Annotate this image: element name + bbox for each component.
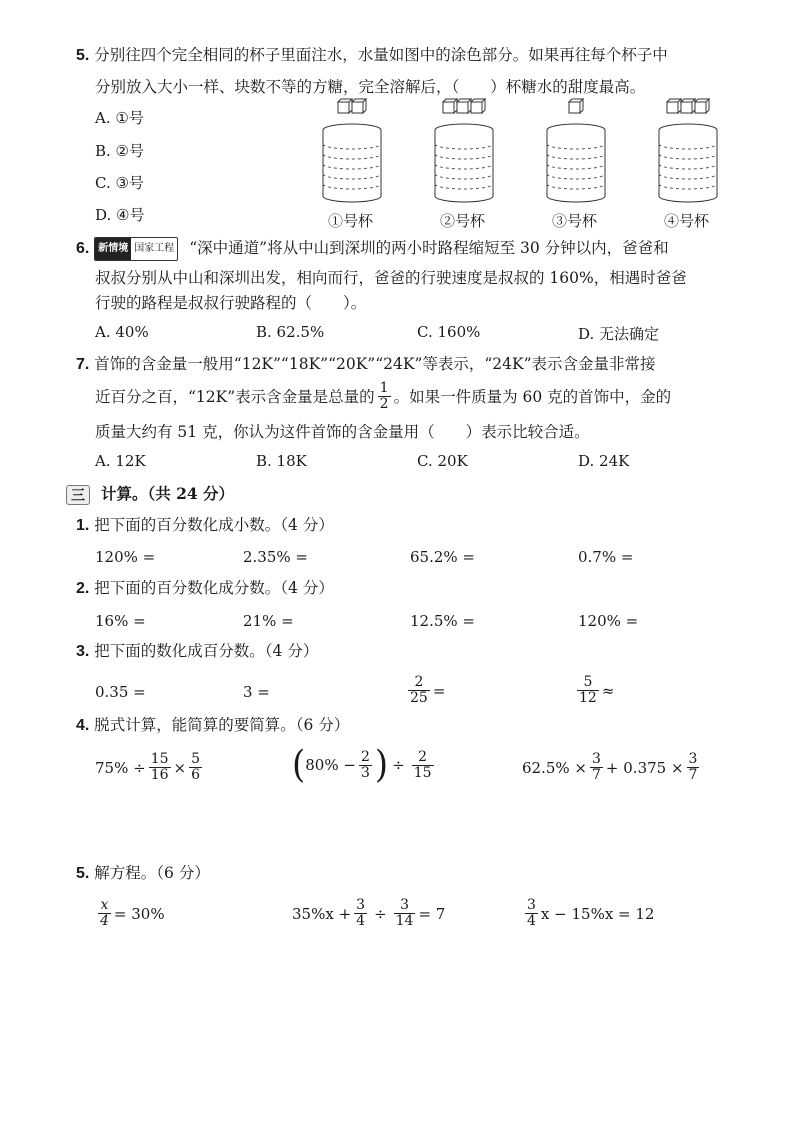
c2-item-1: 16% = (95, 612, 146, 630)
frac-denominator: 3 (360, 764, 370, 781)
c3-item-3 (405, 675, 445, 706)
c1-number: 1. (76, 517, 90, 534)
c4-e3-text-b: + 0.375 × (605, 758, 684, 777)
frac-numerator: 2 (414, 674, 424, 690)
q7-option-d[interactable]: D. 24K (578, 452, 630, 470)
fraction-one-half (378, 381, 391, 412)
frac-numerator: 15 (150, 751, 169, 767)
sugar-cubes-cup-1 (338, 99, 366, 113)
cup-2-label: ②号杯 (440, 212, 486, 230)
q7-number: 7. (76, 356, 90, 373)
frac-denominator: 25 (410, 690, 428, 706)
q7-text-line2b: 。如果一件质量为 60 克的首饰中，金的 (393, 387, 672, 406)
c2-title: 把下面的百分数化成分数。（4 分） (94, 579, 334, 597)
fraction-3-7-b (687, 752, 700, 783)
c3-number: 3. (76, 643, 90, 660)
q5-text-line1: 分别往四个完全相同的杯子里面注水，水量如图中的涂色部分。如果再往每个杯子中 (94, 46, 668, 64)
c2-number: 2. (76, 580, 90, 597)
frac-denominator: 4 (356, 913, 366, 929)
fraction-2-15 (412, 750, 434, 781)
q6-option-b[interactable]: B. 62.5% (256, 323, 325, 341)
c4-heading (76, 715, 349, 736)
c1-item-2: 2.35% = (243, 548, 308, 566)
frac-numerator: 2 (360, 748, 370, 765)
c5-e2-op: ÷ (374, 904, 387, 923)
section-3-title: 计算。（共 24 分） (100, 484, 235, 503)
c5-equation-3 (522, 898, 654, 929)
frac-denominator: 7 (688, 767, 698, 783)
cup-4-label: ④号杯 (664, 212, 710, 230)
frac-denominator: 12 (579, 690, 597, 706)
c3-item-4-approx: ≈ (601, 681, 615, 700)
frac-numerator: 5 (583, 674, 593, 690)
cup-3-label: ③号杯 (552, 212, 598, 230)
c3-item-3-eq: = (432, 681, 446, 700)
c3-title: 把下面的数化成百分数。（4 分） (94, 642, 319, 660)
frac-denominator: 15 (413, 764, 432, 781)
q7-option-c[interactable]: C. 20K (417, 452, 468, 470)
c3-item-4 (574, 675, 614, 706)
c5-number: 5. (76, 865, 90, 882)
c4-title: 脱式计算，能简算的要简算。（6 分） (94, 716, 350, 734)
frac-numerator: 2 (418, 748, 428, 765)
q6-line1 (76, 237, 669, 261)
fraction-x-4 (98, 898, 111, 929)
fraction-3-7-a (590, 752, 603, 783)
c4-e2-text: 80% − (305, 756, 356, 774)
sugar-cubes-cup-2 (443, 99, 485, 113)
new-context-badge (94, 237, 178, 261)
frac-numerator: 3 (356, 897, 366, 913)
badge-national-project: 国家工程 (134, 243, 175, 254)
q6-option-c[interactable]: C. 160% (417, 323, 481, 341)
cup-4 (659, 99, 717, 202)
c4-e3-text-a: 62.5% × (522, 758, 587, 777)
cup-1-label: ①号杯 (328, 212, 374, 230)
q6-option-a[interactable]: A. 40% (95, 323, 149, 341)
c2-item-4: 120% = (578, 612, 639, 630)
c4-expression-2 (292, 743, 437, 787)
fraction-2-3 (359, 750, 372, 781)
frac-numerator: 1 (379, 380, 389, 396)
q7-text-line3: 质量大约有 51 克，你认为这件首饰的含金量用（ ）表示比较合适。 (95, 423, 590, 441)
fraction-3-4-b (525, 898, 538, 929)
q7-line2 (95, 381, 671, 412)
frac-numerator: 3 (592, 751, 601, 767)
frac-denominator: 4 (527, 913, 536, 929)
fraction-3-14 (394, 898, 416, 929)
fraction-5-12 (577, 675, 599, 706)
q7-line1 (76, 354, 656, 375)
c5-e3-text: x − 15%x = 12 (540, 904, 655, 923)
c5-heading (76, 863, 210, 884)
frac-denominator: 7 (592, 767, 601, 783)
c3-heading (76, 641, 318, 662)
fraction-5-6 (189, 752, 202, 783)
c4-expression-3 (522, 752, 702, 783)
q5-option-d[interactable]: D. ④号 (95, 206, 145, 224)
c1-title: 把下面的百分数化成小数。（4 分） (94, 516, 334, 534)
frac-denominator: 2 (379, 396, 389, 412)
c4-e1-op: × (173, 758, 187, 777)
section-3-header (66, 484, 234, 505)
q5-text-line2: 分别放入大小一样、块数不等的方糖，完全溶解后，（ ）杯糖水的甜度最高。 (95, 78, 646, 96)
fraction-3-4 (354, 898, 367, 929)
sugar-cubes-cup-4 (667, 99, 709, 113)
c3-item-1: 0.35 = (95, 683, 146, 701)
q5-option-a[interactable]: A. ①号 (95, 109, 144, 127)
q7-text-line2a: 近百分之百，“12K”表示含金量是总量的 (95, 387, 375, 406)
cup-3 (547, 99, 605, 202)
q5-option-c[interactable]: C. ③号 (95, 174, 144, 192)
left-paren: ( (292, 743, 306, 787)
section-number-badge: 三 (66, 485, 90, 505)
c5-e2-text-a: 35%x + (292, 904, 352, 923)
cup-1 (323, 99, 381, 202)
q6-number: 6. (76, 240, 90, 257)
frac-denominator: 16 (150, 767, 169, 783)
frac-numerator: x (100, 897, 109, 913)
q7-text-line1: 首饰的含金量一般用“12K”“18K”“20K”“24K”等表示，“24K”表示含金量非常接 (94, 355, 656, 373)
c4-e2-op: ÷ (392, 756, 405, 774)
c1-heading (76, 515, 334, 536)
frac-numerator: 3 (400, 897, 410, 913)
q6-text-line2: 叔叔分别从中山和深圳出发，相向而行，爸爸的行驶速度是叔叔的 160%，相遇时爸爸 (95, 269, 687, 287)
c5-e2-text-b: = 7 (418, 904, 446, 923)
c1-item-3: 65.2% = (410, 548, 475, 566)
c3-item-2: 3 = (243, 683, 270, 701)
frac-denominator: 4 (100, 913, 109, 929)
q5-line1 (76, 45, 668, 66)
q5-number: 5. (76, 47, 90, 64)
c5-title: 解方程。（6 分） (94, 864, 210, 882)
fraction-15-16 (149, 752, 171, 783)
c4-e1-text: 75% ÷ (95, 758, 146, 777)
q7-option-b[interactable]: B. 18K (256, 452, 307, 470)
c1-item-1: 120% = (95, 548, 156, 566)
q7-option-a[interactable]: A. 12K (95, 452, 146, 470)
fraction-2-25 (408, 675, 430, 706)
sugar-cubes-cup-3 (569, 99, 583, 113)
frac-numerator: 3 (688, 751, 698, 767)
c5-e1-text: = 30% (113, 904, 165, 923)
c1-item-4: 0.7% = (578, 548, 634, 566)
cup-2 (435, 99, 493, 202)
c4-number: 4. (76, 717, 90, 734)
c2-item-2: 21% = (243, 612, 294, 630)
c5-equation-2 (292, 898, 445, 929)
c5-equation-1 (95, 898, 165, 929)
frac-numerator: 3 (527, 897, 536, 913)
badge-new-context: 新情境 (95, 238, 131, 260)
frac-denominator: 14 (395, 913, 414, 929)
q5-option-b[interactable]: B. ②号 (95, 142, 145, 160)
c4-expression-1 (95, 752, 205, 783)
right-paren: ) (374, 743, 389, 787)
frac-numerator: 5 (191, 751, 201, 767)
c2-item-3: 12.5% = (410, 612, 475, 630)
q6-text-line1: “深中通道”将从中山到深圳的两小时路程缩短至 30 分钟以内，爸爸和 (189, 239, 669, 257)
q6-option-d[interactable]: D. 无法确定 (578, 325, 660, 343)
q6-text-line3: 行驶的路程是叔叔行驶路程的（ ）。 (95, 294, 367, 312)
frac-denominator: 6 (191, 767, 201, 783)
c2-heading (76, 578, 334, 599)
